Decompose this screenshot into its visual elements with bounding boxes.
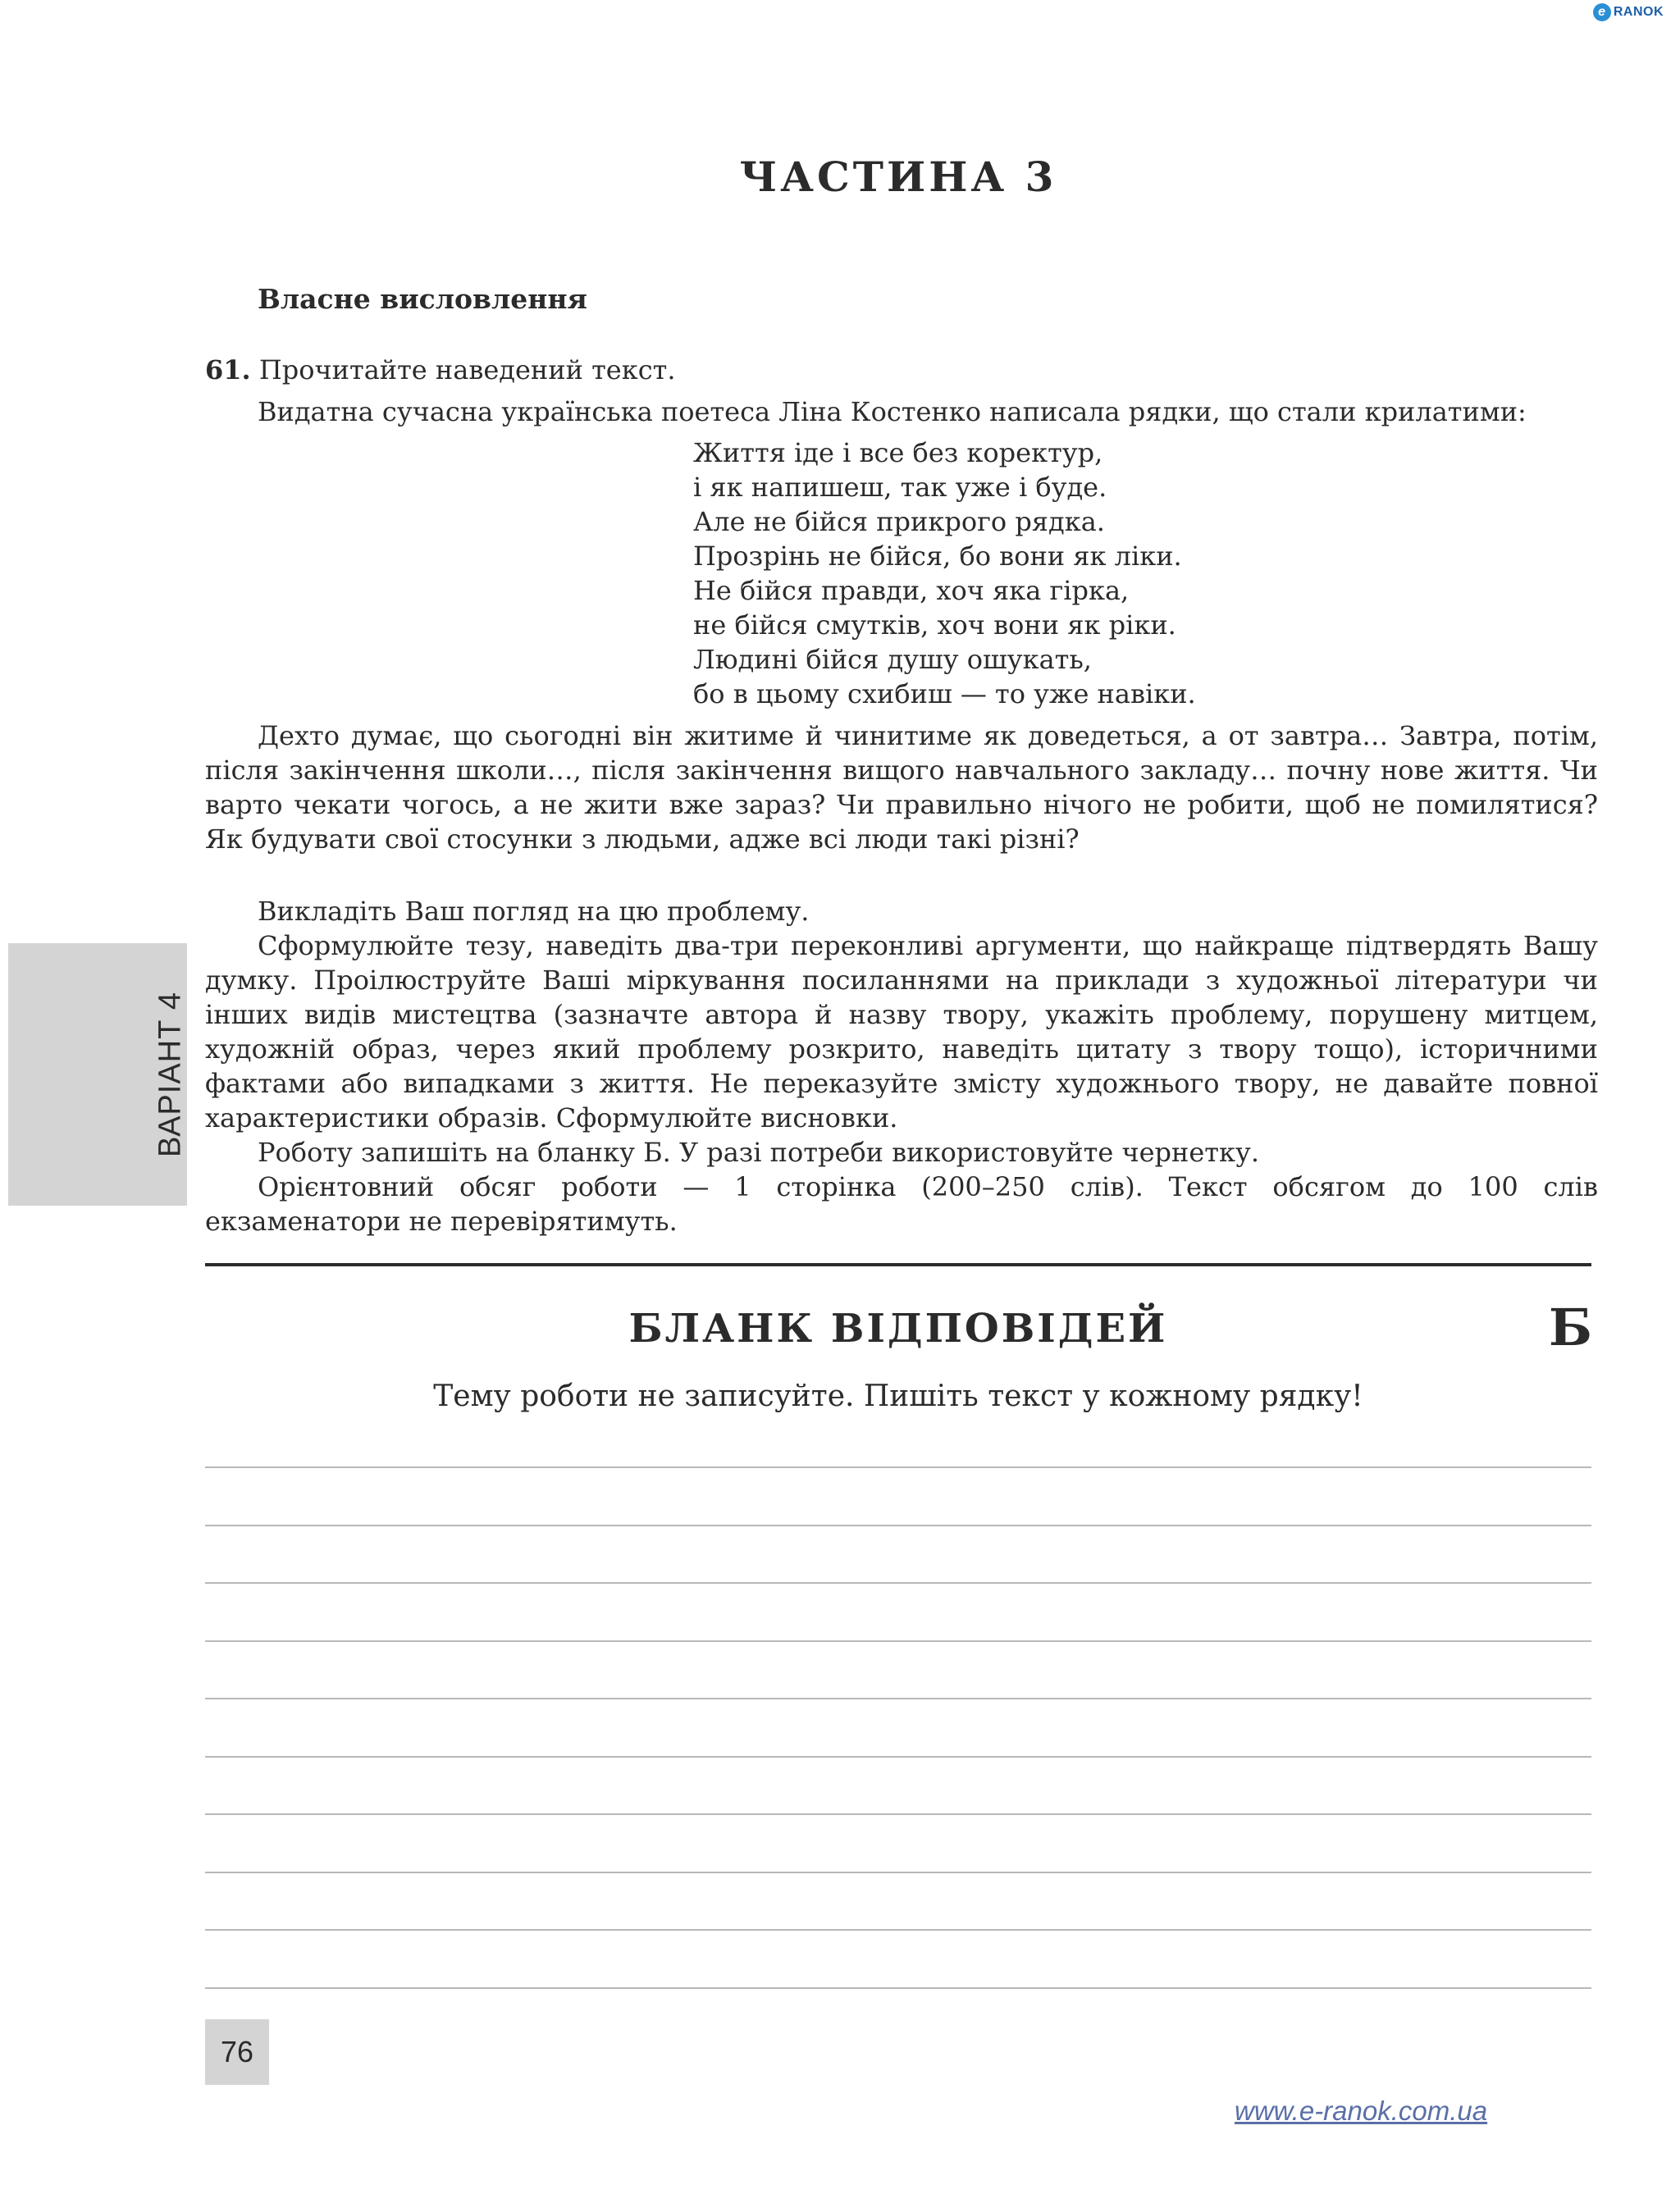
publisher-logo <box>1593 0 1664 25</box>
poem-line: Життя іде і все без коректур, <box>693 437 1103 468</box>
logo-text: RANOK <box>1613 5 1664 19</box>
answer-sheet-letter: Б <box>1549 1298 1592 1357</box>
answer-sheet-title: БЛАНК ВІДПОВІДЕЙ <box>628 1306 1168 1352</box>
site-url-link[interactable]: www.e-ranok.com.ua <box>1235 2096 1488 2126</box>
poem <box>693 436 1196 711</box>
task-number: 61. <box>205 354 251 385</box>
writing-line[interactable] <box>205 1756 1591 1758</box>
writing-line[interactable] <box>205 1872 1591 1873</box>
writing-line[interactable] <box>205 1698 1591 1699</box>
poem-line: не бійся смутків, хоч вони як ріки. <box>693 609 1176 641</box>
poem-line: Людині бійся душу ошукать, <box>693 644 1092 675</box>
poem-line: Прозрінь не бійся, бо вони як ліки. <box>693 540 1182 572</box>
writing-line[interactable] <box>205 1987 1591 1989</box>
instruction-paragraph: Викладіть Ваш погляд на цю проблему. <box>258 896 810 927</box>
writing-line[interactable] <box>205 1582 1591 1584</box>
task-instruction-text: Прочитайте наведений текст. <box>258 354 676 385</box>
writing-line[interactable] <box>205 1466 1591 1468</box>
poem-line: Але не бійся прикрого рядка. <box>693 506 1105 537</box>
poem-line: і як напишеш, так уже і буде. <box>693 472 1107 503</box>
logo-e-icon: e <box>1593 3 1611 21</box>
part-title: ЧАСТИНА 3 <box>739 153 1057 201</box>
answer-sheet-note: Тему роботи не записуйте. Пишіть текст у кожному рядку! <box>433 1380 1363 1413</box>
section-title: Власне висловлення <box>258 283 587 315</box>
problem-paragraph <box>205 718 1598 856</box>
instruction-paragraph: Сформулюйте тезу, наведіть два-три переконливі аргументи, що найкраще підтвердять Вашу думку. Проілюструйте Ваші міркування посиланнями на приклади з художньої літератури чи інших видів мистецтва (зазначте автора й назву твору, укажіть проблему, порушену митцем, художній образ, через який проблему розкрито, наведіть цитату з твору тощо), історичними фактами або випадками з життя. Не переказуйте змісту художнього твору, не давайте повної характеристики образів. Сформулюйте висновки. <box>205 930 1598 1133</box>
problem-text: Дехто думає, що сьогодні він житиме й чинитиме як доведеться, а от завтра… Завтра, потім, після закінчення школи…, після закінчення вищого навчального закладу… почну нове життя. Чи варто чекати чогось, а не жити вже зараз? Чи правильно нічого не робити, щоб не помилятися? Як будувати свої стосунки з людьми, адже всі люди такі різні? <box>205 720 1598 855</box>
writing-line[interactable] <box>205 1813 1591 1815</box>
writing-line[interactable] <box>205 1640 1591 1642</box>
page-number: 76 <box>205 2019 269 2085</box>
poem-line: Не бійся правди, хоч яка гірка, <box>693 575 1130 606</box>
section-divider <box>205 1263 1591 1266</box>
variant-label: ВАРІАНТ 4 <box>153 991 188 1158</box>
writing-line[interactable] <box>205 1525 1591 1526</box>
instruction-paragraph: Орієнтовний обсяг роботи — 1 сторінка (200–250 слів). Текст обсягом до 100 слів екзаменатори не перевірятимуть. <box>205 1171 1598 1237</box>
task-intro: Видатна сучасна українська поетеса Ліна Костенко написала рядки, що стали крилатими: <box>258 396 1527 427</box>
variant-side-tab <box>8 943 187 1206</box>
instruction-paragraph: Роботу запишіть на бланку Б. У разі потреби використовуйте чернетку. <box>258 1137 1259 1168</box>
poem-line: бо в цьому схибиш — то уже навіки. <box>693 678 1196 709</box>
writing-line[interactable] <box>205 1929 1591 1931</box>
task-instruction <box>205 353 1598 387</box>
task-instructions <box>205 894 1598 1238</box>
